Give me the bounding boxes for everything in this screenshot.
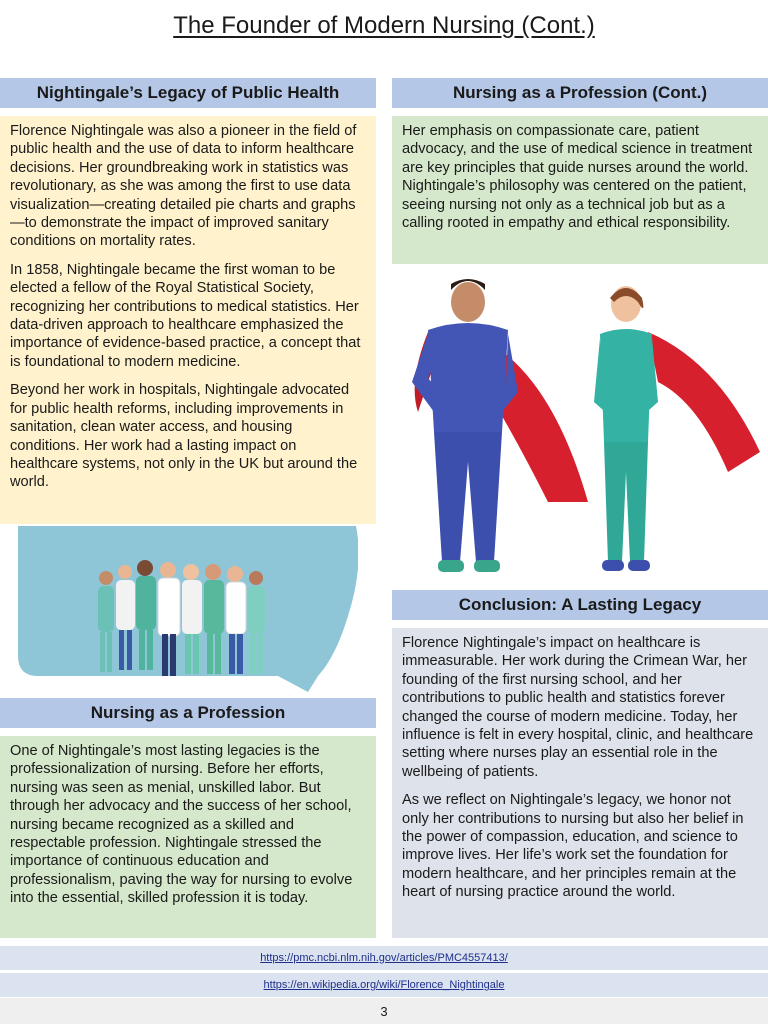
public-health-text-box: [0, 116, 376, 524]
nursing-profession-paragraph: One of Nightingale’s most lasting legacies is the professionalization of nursing. Before her efforts, nursing was seen as menial, unskilled labor. But through her advocacy and the success of her school, nursing became recognized as a skilled and respectable profession. Nightingale stressed the importance of continuous education and professionalism, paving the way for nursing to evolve into the essential, skilled profession it is today.: [10, 743, 353, 907]
public-health-paragraph-2: In 1858, Nightingale became the first woman to be elected a fellow of the Royal Statistical Society, recognizing her contributions to medical statistics. Her data-driven approach to healthcare emphasized the importance of evidence-based practice, a concept that is foundational to modern medicine.: [10, 261, 361, 370]
conclusion-paragraph-1: Florence Nightingale’s impact on healthcare is immeasurable. Her work during the Crimean War, her founding of the first nursing school, and her contributions to public health and statistics forever changed the course of modern medicine. Today, her influence is felt in every hospital, clinic, and healthcare setting where nurses play an essential role in the wellbeing of patients.: [402, 635, 754, 780]
page-number-bar: [0, 998, 768, 1024]
public-health-paragraph-3: Beyond her work in hospitals, Nightingale advocated for public health reforms, including improvements in sanitation, clean water access, and housing conditions. Her work had a lasting impact on healthcare systems, not only in the UK but around the world.: [10, 382, 358, 491]
conclusion-paragraph-2: As we reflect on Nightingale’s legacy, we honor not only her contributions to nursing but also her belief in the power of compassion, education, and science to improve lives. Her life’s work set the foundation for modern healthcare, and her principles remain at the heart of nursing practice around the world.: [402, 792, 744, 901]
female-nurse-figure: [594, 286, 658, 571]
nursing-profession-cont-paragraph: Her emphasis on compassionate care, patient advocacy, and the use of medical science in treatment are key principles that guide nurses around the world. Nightingale’s philosophy was centered on the patient, seeing nursing not only as a technical job but as a calling rooted in empathy and ethical responsibility.: [402, 123, 753, 232]
page-title: The Founder of Modern Nursing (Cont.): [173, 12, 595, 39]
public-health-paragraph-1: Florence Nightingale was also a pioneer in the field of public health and the use of data to inform healthcare decisions. Her groundbreaking work in statistics was revolutionary, as she was among the first to use data visualization—creating detailed pie charts and graphs—to demonstrate the impact of improved sanitary conditions on mortality rates.: [10, 123, 357, 250]
conclusion-text-box: [392, 628, 768, 938]
section-heading-nursing-profession-cont: Nursing as a Profession (Cont.): [392, 78, 768, 108]
healthcare-team-illustration: [18, 526, 358, 692]
section-heading-nursing-profession: Nursing as a Profession: [0, 698, 376, 728]
reference-link-pmc[interactable]: https://pmc.ncbi.nlm.nih.gov/articles/PMC4557413/: [260, 952, 508, 964]
superhero-nurses-illustration: [398, 272, 762, 578]
reference-link-wikipedia[interactable]: https://en.wikipedia.org/wiki/Florence_Nightingale: [263, 979, 505, 991]
nursing-profession-cont-text-box: [392, 116, 768, 264]
male-nurse-figure: [412, 279, 518, 572]
reference-link-bar-1: [0, 946, 768, 970]
section-heading-public-health: Nightingale’s Legacy of Public Health: [0, 78, 376, 108]
reference-link-bar-2: [0, 973, 768, 997]
page-number: 3: [380, 1003, 388, 1019]
section-heading-conclusion: Conclusion: A Lasting Legacy: [392, 590, 768, 620]
nursing-profession-text-box: [0, 736, 376, 938]
